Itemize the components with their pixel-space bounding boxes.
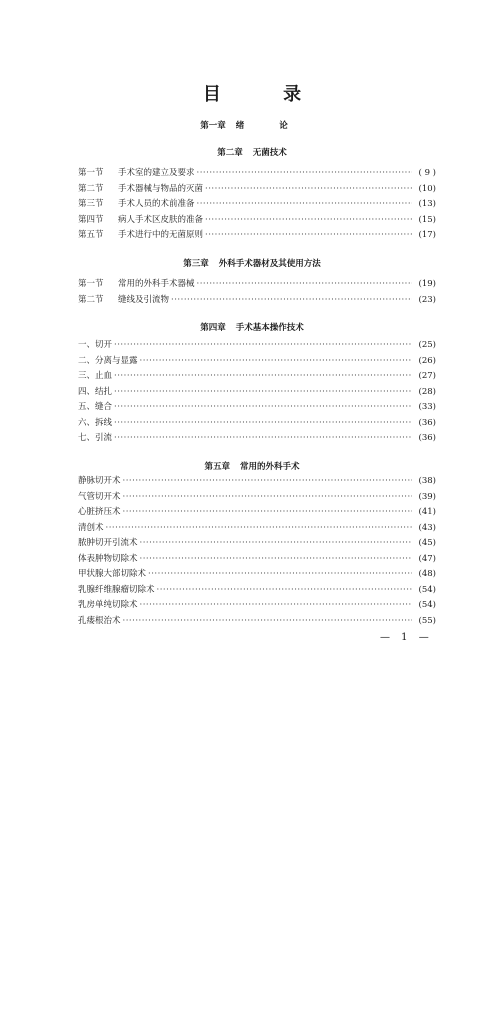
entry-label: 三、止血 [78,371,113,381]
toc-entry[interactable] [78,293,436,309]
page-number: (15) [418,214,436,225]
page-number: (26) [418,355,436,366]
toc-entry[interactable] [78,431,436,447]
chapter-number: 第三章 [183,259,209,269]
page-title: 目 录 [202,84,330,105]
toc-entry[interactable] [78,369,436,385]
chapter-title: 手术基本操作技术 [235,323,304,333]
entry-label: 常用的外科手术器械 [118,279,195,289]
entry-label: 四、结扎 [78,386,113,397]
entry-label: 乳腺纤维腺瘤切除术 [78,584,155,595]
dot-leader [123,505,412,521]
entry-label: 六、拆线 [78,417,113,428]
page-number: (13) [418,199,436,209]
chapter-number: 第四章 [200,323,226,333]
entry-label: 乳房单纯切除术 [78,600,138,610]
entry-label: 病人手术区皮肤的准备 [118,214,204,225]
section-number: 第一节 [78,279,104,289]
toc-entry[interactable] [78,505,436,521]
entry-label: 甲状腺大部切除术 [78,569,147,579]
toc-entry[interactable] [78,400,436,416]
section-number: 第三节 [78,199,104,209]
dot-leader [114,431,412,447]
chapter-title: 绪 论 [235,121,304,131]
toc-entry[interactable] [78,213,436,229]
dot-leader [123,474,412,490]
page-number: ( 9 ) [418,168,436,178]
page-folio: — 1 — [380,632,433,643]
page-number: (45) [418,538,436,548]
chapter-number: 第二章 [217,148,243,158]
dot-leader [157,583,412,599]
dot-leader [197,277,412,293]
dot-leader [205,182,412,198]
toc-entry[interactable] [78,166,436,182]
toc-entry[interactable] [78,338,436,354]
chapter-heading-1 [0,119,504,131]
page-number: (38) [418,476,436,486]
chapter-heading-3 [0,257,504,269]
dot-leader [114,385,412,401]
dot-leader [123,614,412,630]
page-number: (39) [418,491,436,502]
toc-entry[interactable] [78,536,436,552]
entry-label: 气管切开术 [78,491,121,502]
entry-label: 静脉切开术 [78,476,121,486]
dot-leader [140,598,412,614]
entry-label: 五、缝合 [78,402,113,412]
chapter-title: 常用的外科手术 [240,462,300,472]
toc-entry[interactable] [78,277,436,293]
chapter-heading-2 [0,146,504,158]
page-number: (36) [418,433,436,443]
section-number: 第二节 [78,183,104,194]
chapter-number: 第五章 [204,462,230,472]
toc-entry[interactable] [78,567,436,583]
dot-leader [171,293,412,309]
dot-leader [114,369,412,385]
page-number: (48) [418,569,436,579]
toc-entry[interactable] [78,474,436,490]
section-number: 第一节 [78,168,104,178]
page-number: (10) [418,183,436,194]
toc-list-chapter-4 [78,338,436,447]
toc-entry[interactable] [78,228,436,244]
toc-entry[interactable] [78,197,436,213]
page-number: (33) [418,402,436,412]
entry-label: 手术室的建立及要求 [118,168,195,178]
page-number: (23) [418,294,436,305]
dot-leader [140,536,412,552]
page-number: (41) [418,507,436,517]
entry-label: 手术器械与物品的灭菌 [118,183,204,194]
dot-leader [197,197,412,213]
entry-label: 七、引流 [78,433,113,443]
dot-leader [205,213,412,229]
page-number: (43) [418,522,436,533]
page-number: (47) [418,553,436,564]
toc-entry[interactable] [78,614,436,630]
chapter-heading-5 [0,460,504,472]
toc-list-chapter-3 [78,277,436,308]
dot-leader [114,416,412,432]
dot-leader [114,400,412,416]
dot-leader [148,567,412,583]
toc-entry[interactable] [78,583,436,599]
entry-label: 手术进行中的无菌原则 [118,230,204,240]
entry-label: 二、分离与显露 [78,355,138,366]
section-number: 第四节 [78,214,104,225]
page-number: (36) [418,417,436,428]
toc-entry[interactable] [78,416,436,432]
dot-leader [140,354,412,370]
page-number: (25) [418,340,436,350]
dot-leader [205,228,412,244]
dot-leader [114,338,412,354]
entry-label: 体表肿物切除术 [78,553,138,564]
toc-entry[interactable] [78,552,436,568]
page-number: (28) [418,386,436,397]
section-number: 第二节 [78,294,104,305]
page-number: (19) [418,279,436,289]
page-number: (27) [418,371,436,381]
section-number: 第五节 [78,230,104,240]
page-number: (55) [418,615,436,626]
dot-leader [123,490,412,506]
chapter-title: 无菌技术 [252,148,287,158]
toc-entry[interactable] [78,598,436,614]
entry-label: 心脏挤压术 [78,507,121,517]
page-number: (54) [418,584,436,595]
entry-label: 清创术 [78,522,104,533]
entry-label: 一、切开 [78,340,113,350]
chapter-title: 外科手术器材及其使用方法 [218,259,321,269]
page-number: (54) [418,600,436,610]
chapter-heading-4 [0,321,504,333]
page-number: (17) [418,230,436,240]
dot-leader [197,166,412,182]
toc-list-chapter-2 [78,166,436,244]
chapter-number: 第一章 [200,121,226,131]
toc-entry[interactable] [78,182,436,198]
dot-leader [106,521,412,537]
entry-label: 孔瘘根治术 [78,615,121,626]
toc-list-chapter-5 [78,474,436,629]
dot-leader [140,552,412,568]
toc-entry[interactable] [78,354,436,370]
entry-label: 缝线及引流物 [118,294,170,305]
entry-label: 手术人员的术前准备 [118,199,195,209]
toc-entry[interactable] [78,385,436,401]
toc-entry[interactable] [78,521,436,537]
entry-label: 脓肿切开引流术 [78,538,138,548]
toc-entry[interactable] [78,490,436,506]
